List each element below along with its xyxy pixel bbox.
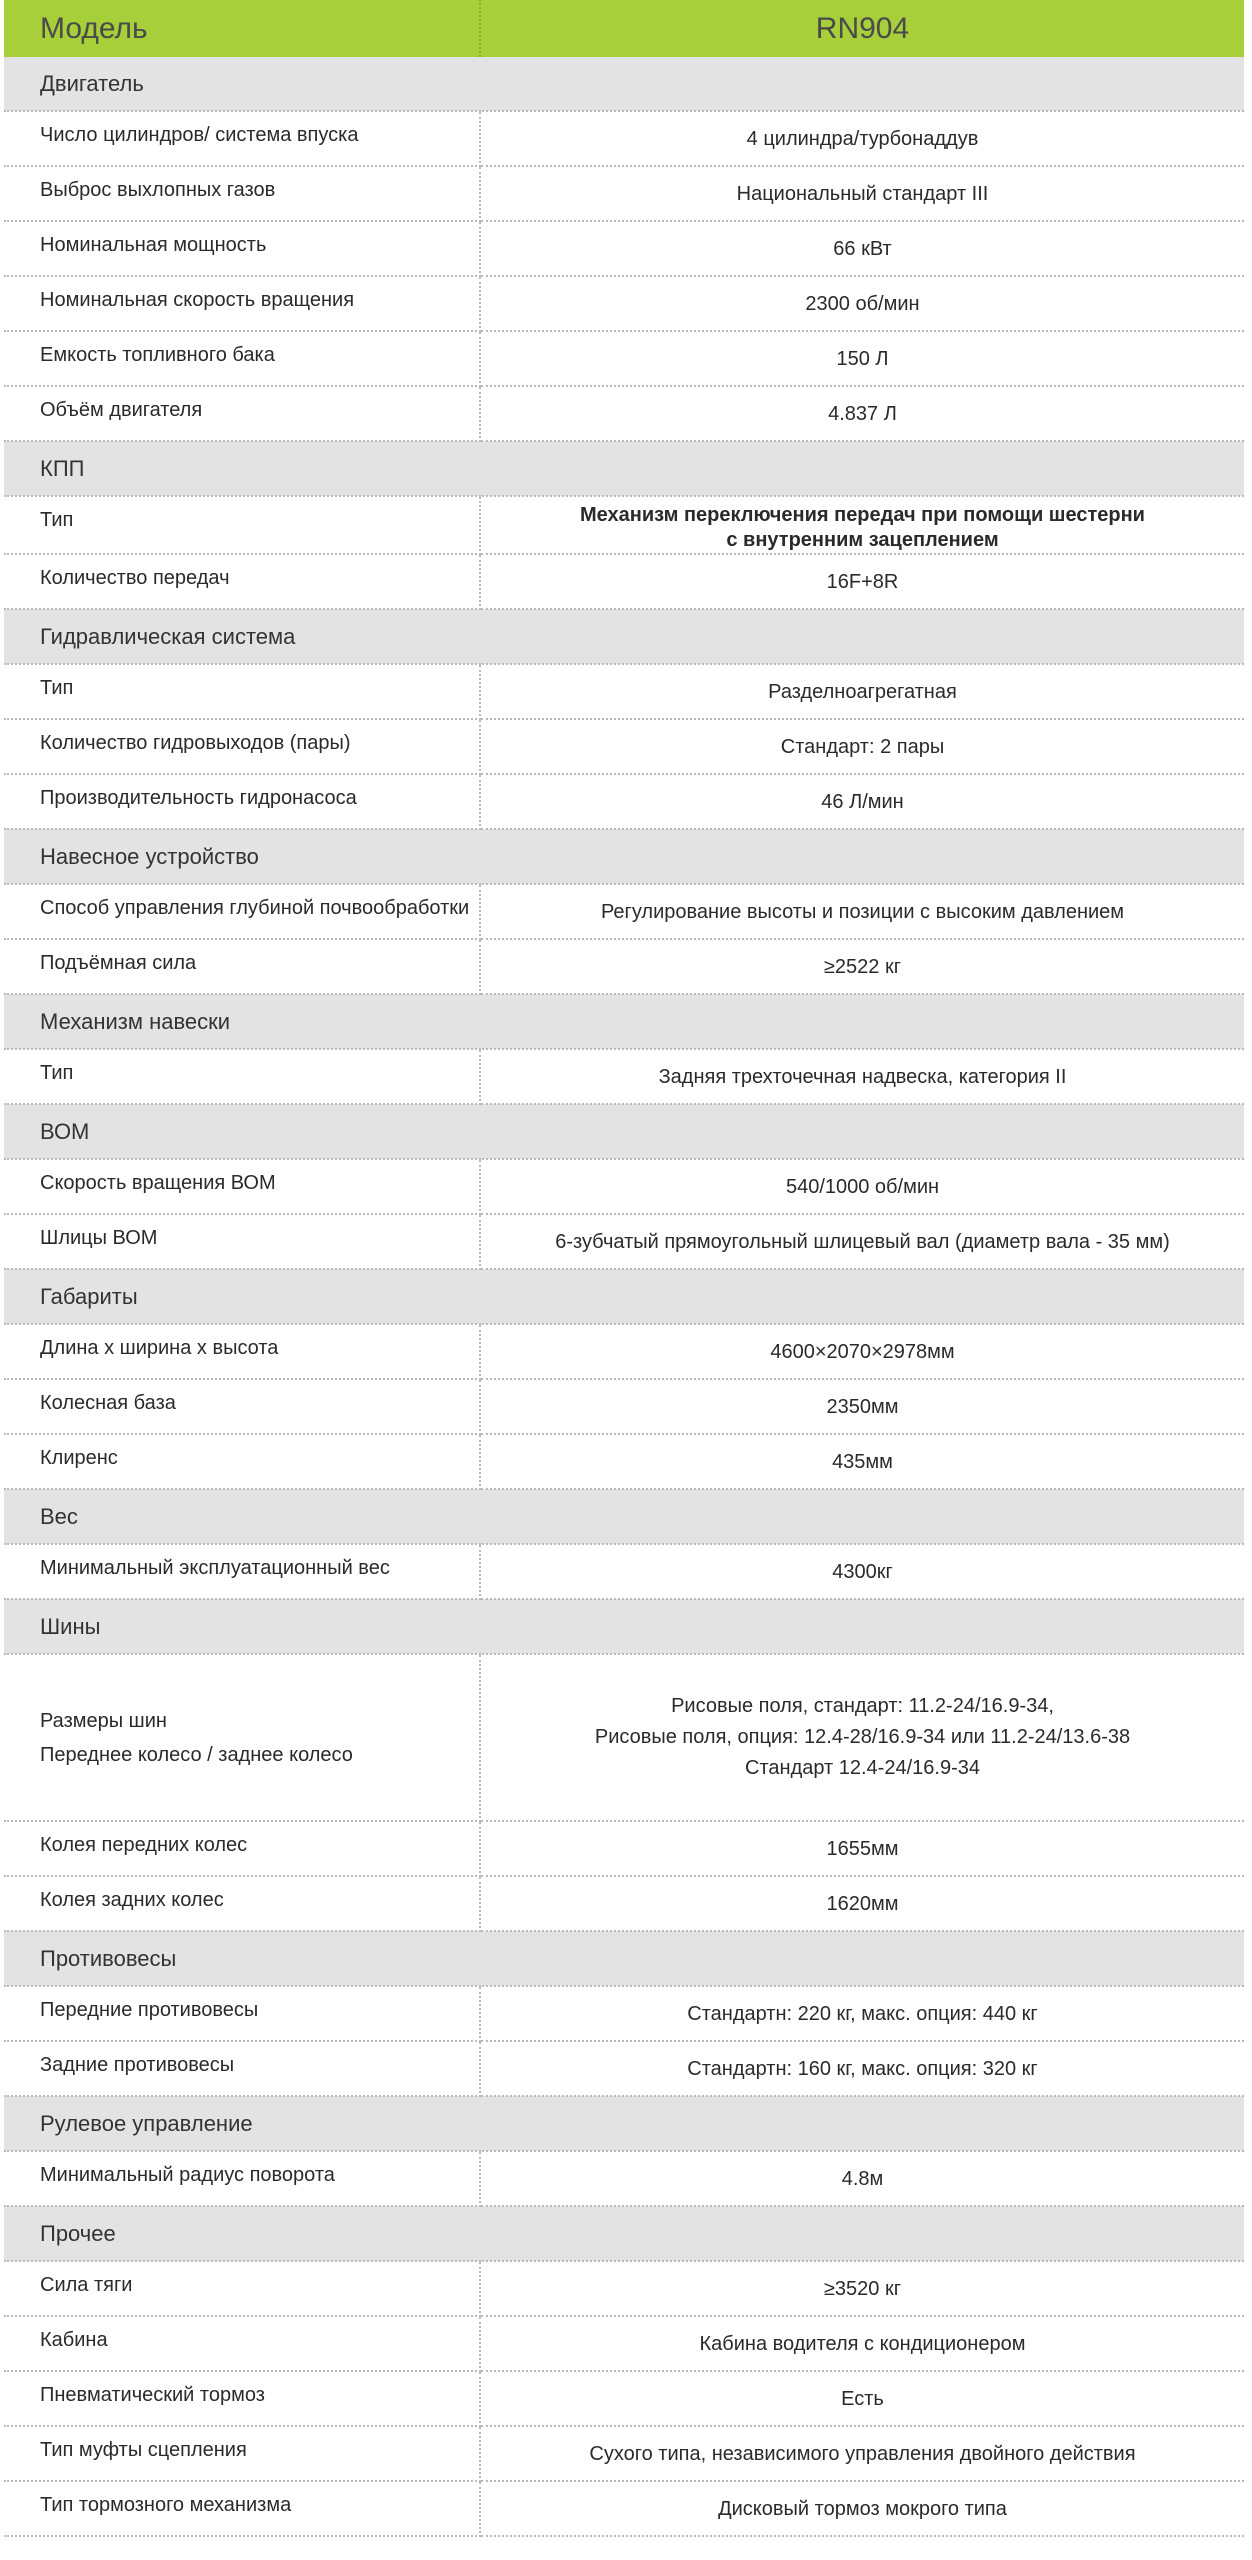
section-title: Вес <box>4 1489 1244 1544</box>
section-linkage <box>4 994 1244 1049</box>
row-value: Задняя трехточечная надвеска, категория II <box>480 1049 1244 1104</box>
label-line: Переднее колесо / заднее колесо <box>40 1743 353 1766</box>
section-pto <box>4 1104 1244 1159</box>
table-row <box>4 331 1244 386</box>
table-row <box>4 554 1244 609</box>
row-label: Способ управления глубиной почвообработки <box>4 884 480 939</box>
row-value: 2300 об/мин <box>480 276 1244 331</box>
row-label: Количество гидровыходов (пары) <box>4 719 480 774</box>
table-row <box>4 221 1244 276</box>
row-value: 435мм <box>480 1434 1244 1489</box>
table-row <box>4 1049 1244 1104</box>
row-value: ≥3520 кг <box>480 2261 1244 2316</box>
row-label: Объём двигателя <box>4 386 480 441</box>
section-title: Противовесы <box>4 1931 1244 1986</box>
row-value: 1620мм <box>480 1876 1244 1931</box>
row-value: 4.8м <box>480 2151 1244 2206</box>
row-value: Национальный стандарт III <box>480 166 1244 221</box>
table-row <box>4 2316 1244 2371</box>
table-row <box>4 2041 1244 2096</box>
section-title: Шины <box>4 1599 1244 1654</box>
row-label: Кабина <box>4 2316 480 2371</box>
table-row <box>4 939 1244 994</box>
section-engine <box>4 57 1244 111</box>
row-label: Выброс выхлопных газов <box>4 166 480 221</box>
row-value: 46 Л/мин <box>480 774 1244 829</box>
row-label <box>4 1654 480 1821</box>
section-hitch <box>4 829 1244 884</box>
row-value: 1655мм <box>480 1821 1244 1876</box>
row-label: Пневматический тормоз <box>4 2371 480 2426</box>
section-title: Навесное устройство <box>4 829 1244 884</box>
row-value: 4 цилиндра/турбонаддув <box>480 111 1244 166</box>
value-line: с внутренним зацеплением <box>726 529 999 551</box>
section-title: Рулевое управление <box>4 2096 1244 2151</box>
row-value: Дисковый тормоз мокрого типа <box>480 2481 1244 2536</box>
row-value: Разделноагрегатная <box>480 664 1244 719</box>
row-value: Стандарт: 2 пары <box>480 719 1244 774</box>
row-value: 6-зубчатый прямоугольный шлицевый вал (диаметр вала - 35 мм) <box>480 1214 1244 1269</box>
table-row <box>4 1986 1244 2041</box>
row-value: 4600×2070×2978мм <box>480 1324 1244 1379</box>
row-value: 2350мм <box>480 1379 1244 1434</box>
table-row <box>4 111 1244 166</box>
row-label: Скорость вращения ВОМ <box>4 1159 480 1214</box>
value-line: Рисовые поля, опция: 12.4-28/16.9-34 или 11.2-24/13.6-38 <box>594 1726 1131 1748</box>
section-title: Механизм навески <box>4 994 1244 1049</box>
table-row <box>4 1214 1244 1269</box>
section-gearbox <box>4 441 1244 496</box>
row-label: Шлицы ВОМ <box>4 1214 480 1269</box>
row-value: 4300кг <box>480 1544 1244 1599</box>
table-row <box>4 1544 1244 1599</box>
section-title: Гидравлическая система <box>4 609 1244 664</box>
row-value: 66 кВт <box>480 221 1244 276</box>
section-title: КПП <box>4 441 1244 496</box>
table-row <box>4 1379 1244 1434</box>
table-row <box>4 884 1244 939</box>
row-value: 16F+8R <box>480 554 1244 609</box>
table-row <box>4 1876 1244 1931</box>
table-row <box>4 1159 1244 1214</box>
value-line: Стандарт 12.4-24/16.9-34 <box>745 1757 980 1779</box>
row-label: Колея задних колес <box>4 1876 480 1931</box>
section-weight <box>4 1489 1244 1544</box>
row-value: Сухого типа, независимого управления двойного действия <box>480 2426 1244 2481</box>
row-label: Тип <box>4 664 480 719</box>
model-value: RN904 <box>480 0 1244 57</box>
model-label: Модель <box>4 0 480 57</box>
section-title: Прочее <box>4 2206 1244 2261</box>
row-label: Тип <box>4 1049 480 1104</box>
row-label: Число цилиндров/ система впуска <box>4 111 480 166</box>
row-value: ≥2522 кг <box>480 939 1244 994</box>
row-value: 540/1000 об/мин <box>480 1159 1244 1214</box>
row-label: Подъёмная сила <box>4 939 480 994</box>
table-row <box>4 386 1244 441</box>
value-line: Механизм переключения передач при помощи шестерни <box>580 504 1145 526</box>
section-title: ВОМ <box>4 1104 1244 1159</box>
row-label: Емкость топливного бака <box>4 331 480 386</box>
section-tires <box>4 1599 1244 1654</box>
row-label: Тип муфты сцепления <box>4 2426 480 2481</box>
row-label: Тип <box>4 496 480 554</box>
section-title: Двигатель <box>4 57 1244 111</box>
section-hydraulics <box>4 609 1244 664</box>
table-row <box>4 1324 1244 1379</box>
row-label: Длина х ширина х высота <box>4 1324 480 1379</box>
table-row <box>4 2261 1244 2316</box>
table-row <box>4 774 1244 829</box>
table-row <box>4 2426 1244 2481</box>
table-row <box>4 664 1244 719</box>
row-label: Минимальный радиус поворота <box>4 2151 480 2206</box>
spec-table <box>4 0 1244 2537</box>
label-line: Размеры шин <box>40 1709 167 1732</box>
table-row <box>4 1821 1244 1876</box>
row-value: 150 Л <box>480 331 1244 386</box>
row-label: Количество передач <box>4 554 480 609</box>
table-row <box>4 276 1244 331</box>
table-row <box>4 496 1244 554</box>
table-row <box>4 1434 1244 1489</box>
row-value: Стандартн: 220 кг, макс. опция: 440 кг <box>480 1986 1244 2041</box>
table-row <box>4 2371 1244 2426</box>
section-counterweights <box>4 1931 1244 1986</box>
row-value: Кабина водителя с кондиционером <box>480 2316 1244 2371</box>
row-label: Колея передних колес <box>4 1821 480 1876</box>
row-label: Сила тяги <box>4 2261 480 2316</box>
row-label: Минимальный эксплуатационный вес <box>4 1544 480 1599</box>
row-label: Номинальная скорость вращения <box>4 276 480 331</box>
row-label: Задние противовесы <box>4 2041 480 2096</box>
row-value: 4.837 Л <box>480 386 1244 441</box>
table-row <box>4 2151 1244 2206</box>
table-row <box>4 1654 1244 1821</box>
row-value: Есть <box>480 2371 1244 2426</box>
row-label: Номинальная мощность <box>4 221 480 276</box>
row-value <box>480 496 1244 554</box>
table-row <box>4 166 1244 221</box>
row-label: Производительность гидронасоса <box>4 774 480 829</box>
row-label: Тип тормозного механизма <box>4 2481 480 2536</box>
row-label: Клиренс <box>4 1434 480 1489</box>
row-value: Регулирование высоты и позиции с высоким давлением <box>480 884 1244 939</box>
row-value: Стандартн: 160 кг, макс. опция: 320 кг <box>480 2041 1244 2096</box>
row-label: Колесная база <box>4 1379 480 1434</box>
section-title: Габариты <box>4 1269 1244 1324</box>
spec-sheet <box>4 0 1244 2537</box>
section-steering <box>4 2096 1244 2151</box>
header-row <box>4 0 1244 57</box>
value-line: Рисовые поля, стандарт: 11.2-24/16.9-34, <box>671 1695 1054 1717</box>
table-row <box>4 2481 1244 2536</box>
table-row <box>4 719 1244 774</box>
section-dimensions <box>4 1269 1244 1324</box>
row-label: Передние противовесы <box>4 1986 480 2041</box>
row-value <box>480 1654 1244 1821</box>
section-other <box>4 2206 1244 2261</box>
